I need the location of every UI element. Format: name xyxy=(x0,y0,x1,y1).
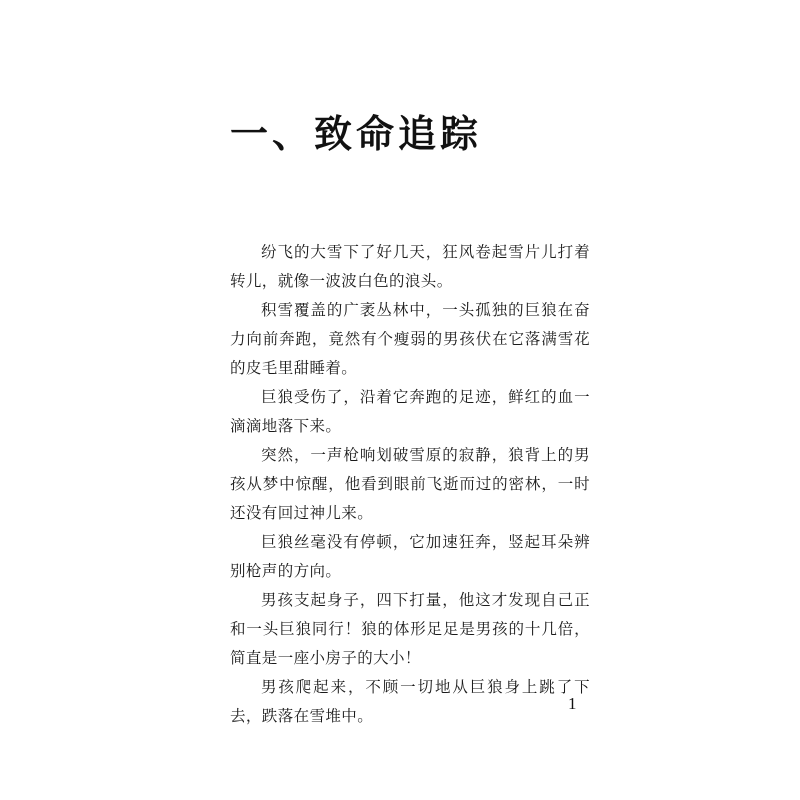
paragraph: 突然，一声枪响划破雪原的寂静，狼背上的男孩从梦中惊醒，他看到眼前飞逝而过的密林，一时还没有回过神儿来。 xyxy=(230,446,590,522)
paragraph: 积雪覆盖的广袤丛林中，一头孤独的巨狼在奋力向前奔跑，竟然有个瘦弱的男孩伏在它落满雪花的皮毛里甜睡着。 xyxy=(230,301,590,377)
paragraph: 巨狼受伤了，沿着它奔跑的足迹，鲜红的血一滴滴地落下来。 xyxy=(230,388,590,435)
paragraph: 男孩爬起来，不顾一切地从巨狼身上跳了下去，跌落在雪堆中。 xyxy=(230,678,590,725)
paragraph: 纷飞的大雪下了好几天，狂风卷起雪片儿打着转儿，就像一波波白色的浪头。 xyxy=(230,243,590,290)
chapter-body xyxy=(230,238,590,731)
page-number: 1 xyxy=(568,694,577,713)
paragraph: 巨狼丝毫没有停顿，它加速狂奔，竖起耳朵辨别枪声的方向。 xyxy=(230,533,590,580)
paragraph: 男孩支起身子，四下打量，他这才发现自己正和一头巨狼同行！狼的体形足足是男孩的十几倍，简直是一座小房子的大小！ xyxy=(230,591,590,667)
chapter-title: 一、致命追踪 xyxy=(230,111,483,156)
